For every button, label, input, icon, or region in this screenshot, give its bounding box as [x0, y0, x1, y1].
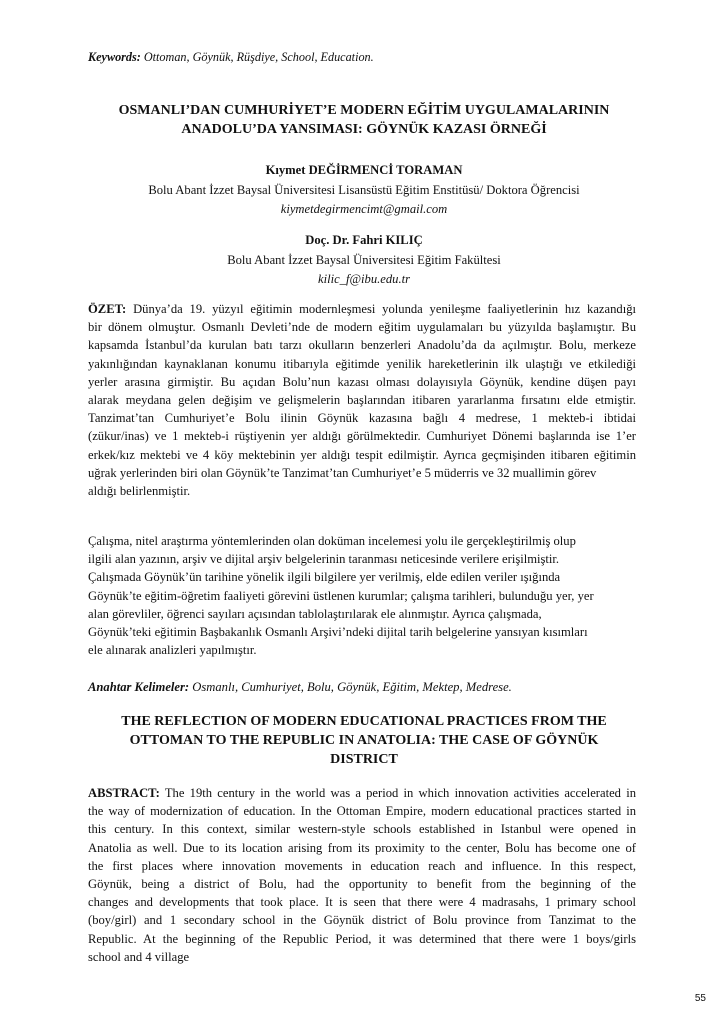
paragraph-line: ilgili alan yazının, arşiv ve dijital arşiv belgelerinin taranması neticesinde verilere erişilmiştir.: [88, 552, 560, 567]
paragraph-line: yakınlığından kaynaklanan konumu itibarıyla eğitimde yenilik hareketlerinin ilk ulaştığı ve etkilediği: [88, 356, 636, 371]
abstract-paragraph: [88, 784, 636, 966]
paragraph-line: erkek/kız mektebi ve 4 köy mektebinin yer aldığı tespit edilmiştir. Ayrıca geçmişinden itibaren eğitimin: [88, 447, 636, 462]
paragraph-line: alarak meydana gelen değişim ve gelişmelerin başlarından itibaren yararlanma fırsatını elde etmiştir.: [88, 393, 636, 408]
paragraph-line: school and 4 village: [88, 949, 190, 964]
method-paragraph: [88, 532, 636, 659]
author-block-2: [80, 231, 648, 290]
paragraph-line: the first places where innovation movements in education reach and influence. In this respect,: [88, 858, 636, 873]
abstract-label: ABSTRACT:: [88, 786, 160, 800]
ozet-paragraph: [88, 300, 636, 500]
turkish-title-line: OSMANLI’DAN CUMHURİYET’E MODERN EĞİTİM UYGULAMALARININ: [118, 103, 610, 118]
author-email: kiymetdegirmencimt@gmail.com: [280, 202, 448, 216]
author-name: Kıymet DEĞİRMENCİ TORAMAN: [265, 163, 463, 177]
paragraph-line: ele alınarak analizleri yapılmıştır.: [88, 643, 257, 658]
author-name: Doç. Dr. Fahri KILIÇ: [305, 233, 423, 247]
paragraph-line: this century. In this context, similar western-style schools established in Istanbul were opened in: [88, 822, 636, 837]
english-title-line: DISTRICT: [330, 752, 398, 767]
turkish-title-line: ANADOLU’DA YANSIMASI: GÖYNÜK KAZASI ÖRNEĞİ: [181, 122, 547, 137]
keywords-text: Ottoman, Göynük, Rüşdiye, School, Education.: [140, 50, 374, 64]
paragraph-line: Göynük’teki eğitimin Başbakanlık Osmanlı Arşivi’ndeki dijital tarih belgelerine yansıyan kısımları: [88, 625, 588, 640]
paragraph-line: ABSTRACT: The 19th century in the world was a period in which innovation activities accelerated in: [88, 786, 636, 800]
ozet-label: ÖZET:: [88, 302, 127, 316]
paragraph-line: Çalışma, nitel araştırma yöntemlerinden olan doküman incelemesi yolu ile gerçekleştirilmiş olup: [88, 534, 576, 548]
page-number: 55: [694, 993, 706, 1004]
paragraph-line: alan görevliler, öğrenci sayıları açısından tablolaştırılarak ele alınmıştır. Ayrıca çalışmada,: [88, 606, 542, 621]
paragraph-line: yerler arasına girmiştir. Bu açıdan Bolu’nun kazası olması dolayısıyla Göynük, kendine düşen payı: [88, 374, 636, 389]
paragraph-line: aldığı belirlenmiştir.: [88, 484, 191, 499]
paragraph-line: Göynük, being a district of Bolu, had the opportunity to benefit from the beginning of the: [88, 877, 636, 892]
english-title-line: OTTOMAN TO THE REPUBLIC IN ANATOLIA: THE CASE OF GÖYNÜK: [129, 733, 599, 748]
paragraph-line: Çalışmada Göynük’ün tarihine yönelik ilgili bilgilere yer verilmiş, elde edilen veriler ışığında: [88, 570, 561, 585]
paragraph-line: Anatolia as well. Due to its location arising from its proximity to the center, Bolu has become one of: [88, 840, 636, 855]
paragraph-line: kapsamda İstanbul’da kurulan batı tarzı okulların benzerleri Anadolu’da da açılmıştır. Bolu, merkeze: [88, 338, 636, 353]
paragraph-line: Republic. At the beginning of the Republic Period, it was determined that there were 1 boys/girls: [88, 931, 636, 946]
paragraph-line: ÖZET: Dünya’da 19. yüzyıl eğitimin modernleşmesi yolunda yenileşme faaliyetlerinin hız kazandığı: [88, 302, 636, 316]
paragraph-line: Göynük’te eğitim-öğretim faaliyeti görevini üstlenen kurumlar; çalışma tarihleri, bulunduğu yer, yer: [88, 588, 594, 603]
paragraph-line: changes and developments that took place. It is seen that there were 4 madrasahs, 1 primary school: [88, 895, 636, 910]
paragraph-line: bir dönem olmuştur. Osmanlı Devleti’nde de modern eğitim uygulamaları bu yüzyılda başlamıştır. Bu: [88, 320, 636, 335]
paragraph-line: (zükur/inas) ve 1 mekteb-i rüştiyenin yer aldığı görülmektedir. Cumhuriyet Dönemi başlarında ise 1’er: [88, 429, 636, 444]
anahtar-kelimeler: [88, 678, 636, 696]
author-affiliation: Bolu Abant İzzet Baysal Üniversitesi Lisansüstü Eğitim Enstitüsü/ Doktora Öğrencisi: [148, 182, 580, 197]
anahtar-label: Anahtar Kelimeler:: [88, 680, 190, 694]
paragraph-line: (boy/girl) and 1 secondary school in the Göynük district of Bolu province from Tanzimat to the: [88, 913, 636, 928]
keywords-label: Keywords:: [88, 50, 141, 64]
author-block-1: [80, 161, 648, 220]
paragraph-line: Tanzimat’tan Cumhuriyet’e Bolu ilinin Göynük kazasına bağlı 4 medrese, 1 mekteb-i ibtidai: [88, 411, 636, 426]
english-title: [80, 712, 648, 769]
english-title-line: THE REFLECTION OF MODERN EDUCATIONAL PRACTICES FROM THE: [121, 714, 607, 729]
anahtar-text: Osmanlı, Cumhuriyet, Bolu, Göynük, Eğitim, Mektep, Medrese.: [189, 680, 512, 694]
turkish-title: [80, 101, 648, 139]
author-affiliation: Bolu Abant İzzet Baysal Üniversitesi Eğitim Fakültesi: [227, 252, 501, 267]
paragraph-line: the way of modernization of education. In the Ottoman Empire, modern educational practices started in: [88, 804, 636, 819]
paragraph-line: uğrak yerlerinden biri olan Göynük’te Tanzimat’tan Cumhuriyet’e 5 müderris ve 32 muallimin görev: [88, 465, 597, 480]
author-email: kilic_f@ibu.edu.tr: [317, 272, 411, 286]
keywords-line: [88, 50, 374, 65]
